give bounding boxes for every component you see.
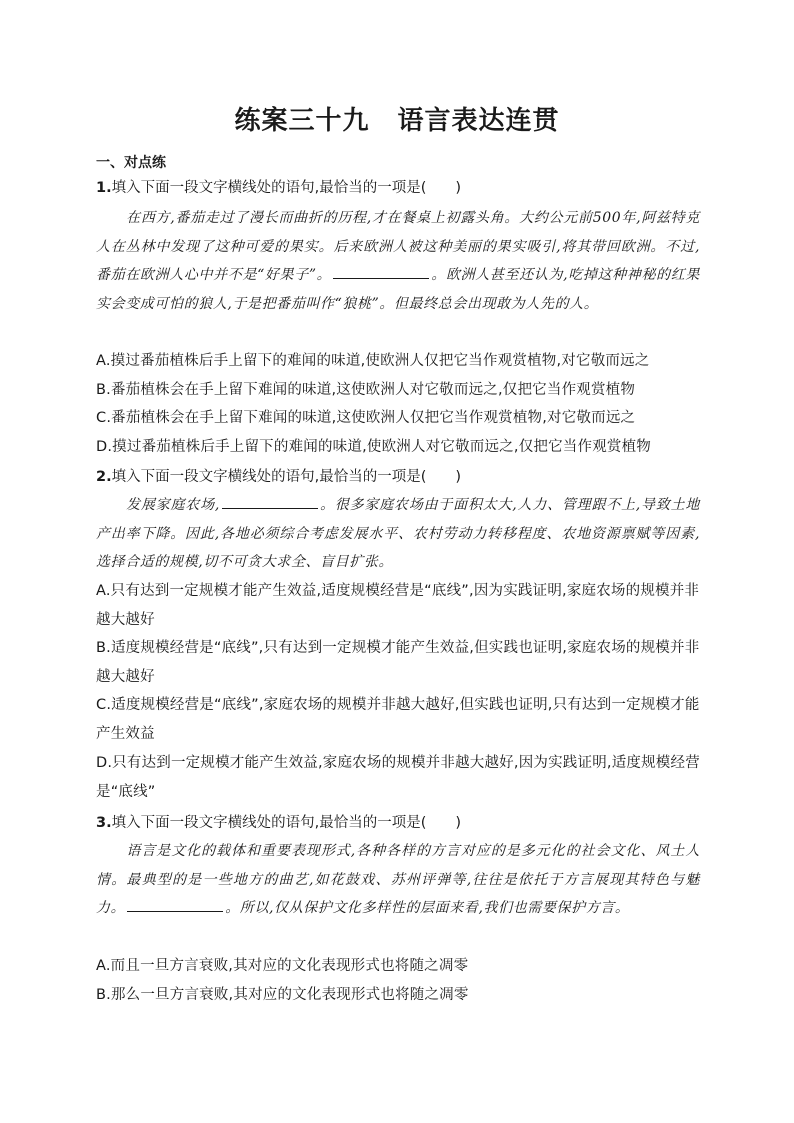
option-d: D.只有达到一定规模才能产生效益,家庭农场的规模并非越大越好,因为实践证明,适度规模经营是“底线”: [96, 755, 700, 800]
fill-blank: [222, 494, 318, 509]
question-number: 3.: [96, 815, 112, 831]
title-part1: 练案三十九: [234, 106, 370, 136]
fill-blank: [333, 264, 429, 279]
question-text: 填入下面一段文字横线处的语句,最恰当的一项是( ): [111, 815, 462, 831]
option-b: B.适度规模经营是“底线”,只有达到一定规模才能产生效益,但实践也证明,家庭农场的规模并非越大越好: [96, 640, 700, 685]
option-a: A.摸过番茄植株后手上留下的难闻的味道,使欧洲人仅把它当作观赏植物,对它敬而远之: [96, 353, 650, 369]
fill-blank: [127, 897, 223, 912]
question-text: 填入下面一段文字横线处的语句,最恰当的一项是( ): [111, 180, 462, 196]
question-2-passage: [96, 491, 700, 577]
option-c: C.适度规模经营是“底线”,家庭农场的规模并非越大越好,但实践也证明,只有达到一定规模才能产生效益: [96, 697, 700, 742]
passage-text: 。所以,仅从保护文化多样性的层面来看,我们也需要保护方言。: [225, 900, 630, 916]
section-heading: 一、对点练: [96, 155, 166, 171]
option-c: C.番茄植株会在手上留下难闻的味道,这使欧洲人仅把它当作观赏植物,对它敬而远之: [96, 410, 636, 426]
question-3-stem: [96, 813, 461, 833]
option-b: B.番茄植株会在手上留下难闻的味道,这使欧洲人对它敬而远之,仅把它当作观赏植物: [96, 382, 636, 398]
passage-text: 。欧洲人甚至还认为,吃掉这种神秘的红果实会变成可怕的狼人,于是把番茄叫作“狼桃”。但最终总会出现敢为人先的人。: [96, 267, 700, 312]
question-2-stem: [96, 467, 461, 487]
question-1-passage: [96, 204, 700, 318]
option-d: D.摸过番茄植株后手上留下的难闻的味道,使欧洲人对它敬而远之,仅把它当作观赏植物: [96, 439, 651, 455]
question-number: 2.: [96, 469, 112, 485]
option-b: B.那么一旦方言衰败,其对应的文化表现形式也将随之凋零: [96, 987, 469, 1003]
option-a: A.而且一旦方言衰败,其对应的文化表现形式也将随之凋零: [96, 958, 469, 974]
title-part2: 语言表达连贯: [397, 106, 560, 136]
page-title: [0, 100, 794, 137]
question-1-stem: [96, 178, 461, 198]
option-a: A.只有达到一定规模才能产生效益,适度规模经营是“底线”,因为实践证明,家庭农场的规模并非越大越好: [96, 583, 700, 628]
passage-text: 。很多家庭农场由于面积太大,人力、管理跟不上,导致土地产出率下降。因此,各地必须综合考虑发展水平、农村劳动力转移程度、农地资源禀赋等因素,选择合适的规模,切不可贪大求全、盲目扩张。: [96, 497, 700, 570]
question-3-passage: [96, 837, 700, 923]
passage-text: 在西方,番茄走过了漫长而曲折的历程,才在餐桌上初露头角。大约公元前500年,阿兹特克人在丛林中发现了这种可爱的果实。后来欧洲人被这种美丽的果实吸引,将其带回欧洲。不过,番茄在欧洲人心中并不是“好果子”。: [96, 210, 700, 283]
passage-text: 发展家庭农场,: [126, 497, 220, 513]
question-text: 填入下面一段文字横线处的语句,最恰当的一项是( ): [111, 469, 462, 485]
question-number: 1.: [96, 180, 112, 196]
passage-text: 语言是文化的载体和重要表现形式,各种各样的方言对应的是多元化的社会文化、风土人情。最典型的是一些地方的曲艺,如花鼓戏、苏州评弹等,往往是依托于方言展现其特色与魅力。: [96, 843, 700, 916]
